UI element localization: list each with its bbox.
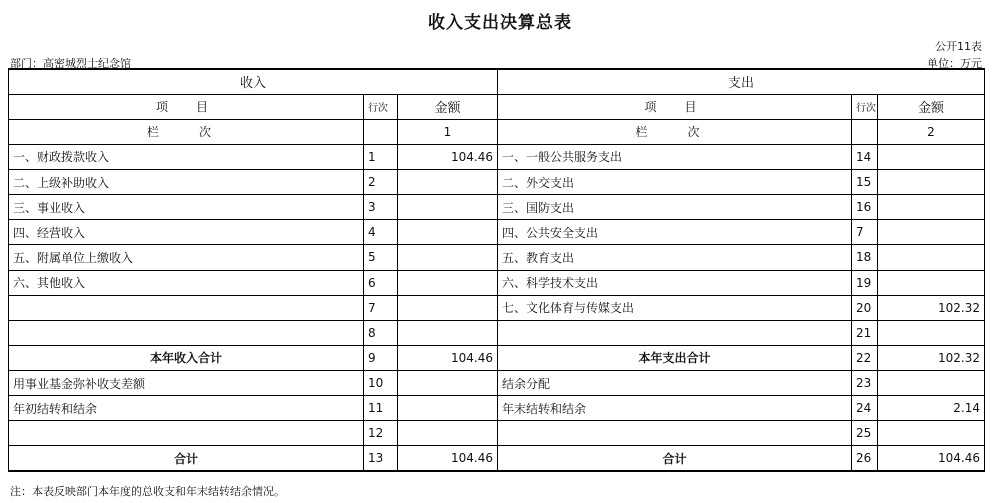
lane-row <box>9 119 985 144</box>
grand-total-row <box>9 446 985 471</box>
expense-item-label: 结余分配 <box>498 371 852 396</box>
table-row <box>9 220 985 245</box>
income-amount <box>398 245 498 270</box>
expense-amount <box>878 220 985 245</box>
expense-item-header: 项 目 <box>498 94 852 119</box>
income-line-number: 10 <box>364 371 398 396</box>
income-amount <box>398 220 498 245</box>
income-item-label: 本年收入合计 <box>9 345 364 370</box>
table-row <box>9 170 985 195</box>
table-row <box>9 245 985 270</box>
income-amount-header: 金额 <box>398 94 498 119</box>
expense-item-label: 一、一般公共服务支出 <box>498 144 852 169</box>
income-line-number: 9 <box>364 345 398 370</box>
table-row <box>9 144 985 169</box>
income-line-number: 11 <box>364 396 398 421</box>
unit-label: 单位：万元 <box>927 57 982 70</box>
column-header-row <box>9 94 985 119</box>
income-line-number: 5 <box>364 245 398 270</box>
income-line-number: 1 <box>364 144 398 169</box>
expense-line-number: 14 <box>852 144 878 169</box>
income-amount <box>398 320 498 345</box>
table-row <box>9 421 985 446</box>
expense-lane-line <box>852 119 878 144</box>
income-line-number: 2 <box>364 170 398 195</box>
income-item-label: 一、财政拨款收入 <box>9 144 364 169</box>
expense-line-number: 25 <box>852 421 878 446</box>
expense-amount <box>878 371 985 396</box>
department-label: 部门：高密城烈士纪念馆 <box>10 57 131 70</box>
table-row <box>9 295 985 320</box>
income-lane-line <box>364 119 398 144</box>
expense-amount <box>878 421 985 446</box>
income-item-label: 三、事业收入 <box>9 195 364 220</box>
expense-amount: 104.46 <box>878 446 985 471</box>
table-row <box>9 320 985 345</box>
income-amount <box>398 421 498 446</box>
table-row <box>9 270 985 295</box>
income-amount <box>398 270 498 295</box>
expense-amount: 102.32 <box>878 345 985 370</box>
expense-line-number: 7 <box>852 220 878 245</box>
income-line-number: 4 <box>364 220 398 245</box>
expense-item-label: 四、公共安全支出 <box>498 220 852 245</box>
income-item-label: 年初结转和结余 <box>9 396 364 421</box>
income-amount: 104.46 <box>398 446 498 471</box>
income-line-number: 13 <box>364 446 398 471</box>
expense-line-number: 19 <box>852 270 878 295</box>
expense-section-header: 支出 <box>498 69 985 94</box>
expense-item-label <box>498 421 852 446</box>
expense-line-number: 18 <box>852 245 878 270</box>
expense-line-number: 20 <box>852 295 878 320</box>
income-item-label <box>9 421 364 446</box>
income-line-number: 7 <box>364 295 398 320</box>
income-amount <box>398 396 498 421</box>
income-amount <box>398 371 498 396</box>
expense-line-number: 26 <box>852 446 878 471</box>
expense-item-label: 三、国防支出 <box>498 195 852 220</box>
expense-line-number: 21 <box>852 320 878 345</box>
income-line-number: 3 <box>364 195 398 220</box>
expense-lane-label: 栏 次 <box>498 119 852 144</box>
expense-amount <box>878 195 985 220</box>
income-item-label: 五、附属单位上缴收入 <box>9 245 364 270</box>
table-row <box>9 396 985 421</box>
expense-line-number: 23 <box>852 371 878 396</box>
income-expense-table <box>8 68 985 472</box>
income-item-label: 六、其他收入 <box>9 270 364 295</box>
income-amount <box>398 195 498 220</box>
income-item-label: 二、上级补助收入 <box>9 170 364 195</box>
expense-item-label: 合计 <box>498 446 852 471</box>
table-row <box>9 195 985 220</box>
expense-amount <box>878 144 985 169</box>
year-total-row <box>9 345 985 370</box>
expense-amount: 2.14 <box>878 396 985 421</box>
income-item-header: 项 目 <box>9 94 364 119</box>
expense-amount <box>878 320 985 345</box>
income-line-number: 8 <box>364 320 398 345</box>
income-amount: 104.46 <box>398 144 498 169</box>
expense-item-label: 六、科学技术支出 <box>498 270 852 295</box>
expense-line-number: 16 <box>852 195 878 220</box>
income-item-label <box>9 295 364 320</box>
income-item-label: 用事业基金弥补收支差额 <box>9 371 364 396</box>
footnote: 注：本表反映部门本年度的总收支和年末结转结余情况。 <box>10 485 285 498</box>
expense-amount <box>878 245 985 270</box>
income-amount: 104.46 <box>398 345 498 370</box>
expense-line-number: 22 <box>852 345 878 370</box>
expense-line-number: 15 <box>852 170 878 195</box>
expense-amount: 102.32 <box>878 295 985 320</box>
expense-amount <box>878 170 985 195</box>
expense-item-label: 五、教育支出 <box>498 245 852 270</box>
income-amount <box>398 295 498 320</box>
income-section-header: 收入 <box>9 69 498 94</box>
form-number: 公开11表 <box>935 40 982 53</box>
expense-item-label: 年末结转和结余 <box>498 396 852 421</box>
expense-amount-header: 金额 <box>878 94 985 119</box>
income-item-label: 合计 <box>9 446 364 471</box>
expense-amount <box>878 270 985 295</box>
table-row <box>9 371 985 396</box>
expense-item-label: 本年支出合计 <box>498 345 852 370</box>
expense-line-number: 24 <box>852 396 878 421</box>
income-item-label <box>9 320 364 345</box>
expense-item-label: 七、文化体育与传媒支出 <box>498 295 852 320</box>
income-lane-number: 1 <box>398 119 498 144</box>
report-title: 收入支出决算总表 <box>428 13 572 33</box>
income-lane-label: 栏 次 <box>9 119 364 144</box>
income-line-header: 行次 <box>364 94 398 119</box>
expense-item-label: 二、外交支出 <box>498 170 852 195</box>
expense-line-header: 行次 <box>852 94 878 119</box>
income-item-label: 四、经营收入 <box>9 220 364 245</box>
section-header-row <box>9 69 985 94</box>
expense-item-label <box>498 320 852 345</box>
income-line-number: 12 <box>364 421 398 446</box>
expense-lane-number: 2 <box>878 119 985 144</box>
income-amount <box>398 170 498 195</box>
income-line-number: 6 <box>364 270 398 295</box>
